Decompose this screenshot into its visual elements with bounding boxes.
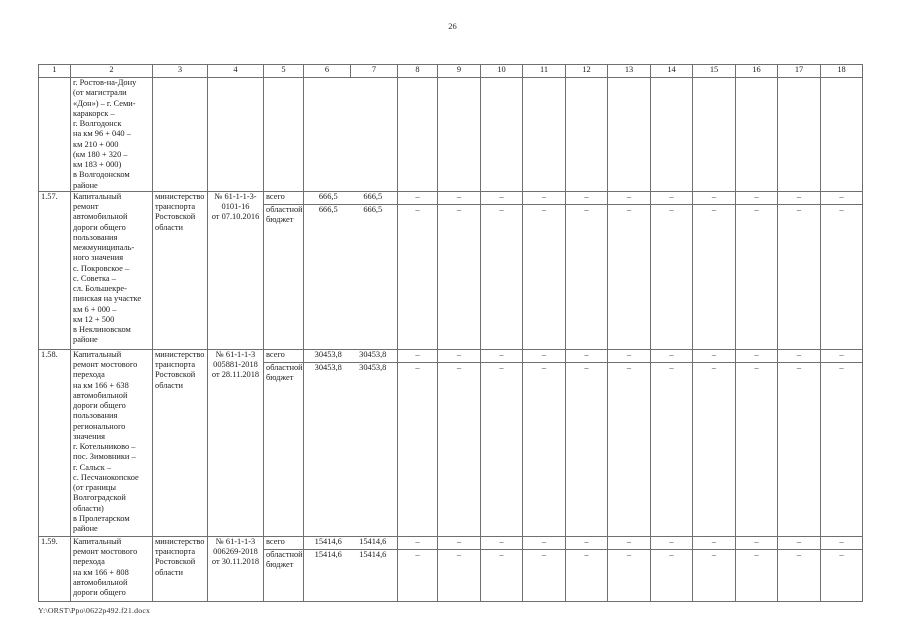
value-dash: – <box>651 536 693 549</box>
empty-cell <box>778 78 821 192</box>
value-pair-cell <box>304 191 398 204</box>
value-dash: – <box>693 191 736 204</box>
value-dash: – <box>693 536 736 549</box>
value-col7: 30453,8 <box>359 349 387 359</box>
value-dash: – <box>523 191 566 204</box>
column-header: 4 <box>208 65 264 78</box>
value-dash: – <box>821 191 863 204</box>
projects-table <box>38 64 863 602</box>
value-dash: – <box>523 536 566 549</box>
value-dash: – <box>566 191 608 204</box>
table-row <box>39 536 863 549</box>
budget-row-label: всего <box>264 536 304 549</box>
value-col6: 15414,6 <box>314 536 342 546</box>
value-pair-cell <box>304 204 398 349</box>
value-col7: 30453,8 <box>359 362 387 372</box>
footer-file-path: Y:\ORST\Ppo\0622p492.f21.docx <box>38 606 151 615</box>
budget-row-label: всего <box>264 191 304 204</box>
budget-row-label: областной бюджет <box>264 204 304 349</box>
item-number: 1.57. <box>39 191 71 349</box>
value-dash: – <box>481 549 523 601</box>
value-dash: – <box>523 349 566 362</box>
value-dash: – <box>481 349 523 362</box>
column-header: 11 <box>523 65 566 78</box>
column-header: 14 <box>651 65 693 78</box>
value-dash: – <box>778 362 821 536</box>
column-header: 8 <box>398 65 438 78</box>
column-header: 10 <box>481 65 523 78</box>
value-dash: – <box>736 191 778 204</box>
value-dash: – <box>608 191 651 204</box>
column-header: 18 <box>821 65 863 78</box>
column-header: 5 <box>264 65 304 78</box>
value-dash: – <box>821 349 863 362</box>
value-dash: – <box>481 362 523 536</box>
value-dash: – <box>438 362 481 536</box>
empty-cell <box>208 78 264 192</box>
budget-row-label: всего <box>264 349 304 362</box>
value-dash: – <box>523 549 566 601</box>
empty-cell <box>438 78 481 192</box>
value-pair-cell <box>304 549 398 601</box>
column-header: 12 <box>566 65 608 78</box>
item-number: 1.59. <box>39 536 71 601</box>
value-dash: – <box>438 536 481 549</box>
table-row <box>39 349 863 362</box>
value-dash: – <box>398 349 438 362</box>
value-dash: – <box>778 536 821 549</box>
project-description: г. Ростов-на-Дону (от магистрали «Дон») – г. Семи- каракорск – г. Волгодонск на км 96 + 040 – км 210 + 000 (км 180 + 320 – км 183 + 000) в Волгодонском районе <box>71 78 153 192</box>
empty-cell <box>651 78 693 192</box>
empty-cell <box>264 78 304 192</box>
empty-cell <box>153 78 208 192</box>
document-number-cell: № 61-1-1-3 006269-2018 от 30.11.2018 <box>208 536 264 601</box>
value-dash: – <box>778 349 821 362</box>
value-dash: – <box>651 191 693 204</box>
value-dash: – <box>693 362 736 536</box>
value-dash: – <box>566 349 608 362</box>
project-description: Капитальный ремонт мостового перехода на км 166 + 808 автомобильной дороги общего <box>71 536 153 601</box>
empty-cell <box>608 78 651 192</box>
value-dash: – <box>651 204 693 349</box>
value-col7: 15414,6 <box>359 536 387 546</box>
column-header: 3 <box>153 65 208 78</box>
empty-cell <box>736 78 778 192</box>
project-description: Капитальный ремонт автомобильной дороги общего пользования межмуниципаль- ного значения с. Покровское – с. Советка – сл. Большекре- пинская на участке км 6 + 000 – км 12 + 500 в Неклиновском районе <box>71 191 153 349</box>
value-col6: 666,5 <box>318 191 338 201</box>
value-pair-cell <box>304 349 398 362</box>
value-col6: 30453,8 <box>314 349 342 359</box>
value-dash: – <box>566 549 608 601</box>
value-dash: – <box>821 549 863 601</box>
value-col7: 15414,6 <box>359 549 387 559</box>
continuation-row <box>39 78 863 192</box>
value-dash: – <box>736 204 778 349</box>
table-row <box>39 191 863 204</box>
empty-cell <box>39 78 71 192</box>
document-number-cell: № 61-1-1-3 005881-2018 от 28.11.2018 <box>208 349 264 536</box>
value-dash: – <box>693 204 736 349</box>
value-dash: – <box>523 362 566 536</box>
value-dash: – <box>398 536 438 549</box>
value-col6: 30453,8 <box>314 362 342 372</box>
value-dash: – <box>438 204 481 349</box>
value-dash: – <box>481 204 523 349</box>
column-header: 7 <box>351 65 398 78</box>
value-dash: – <box>438 549 481 601</box>
value-dash: – <box>736 536 778 549</box>
value-dash: – <box>778 549 821 601</box>
budget-row-label: областной бюджет <box>264 549 304 601</box>
empty-cell <box>304 78 398 192</box>
page-number: 26 <box>448 21 457 31</box>
column-header: 9 <box>438 65 481 78</box>
column-header: 17 <box>778 65 821 78</box>
value-col7: 666,5 <box>363 204 383 214</box>
empty-cell <box>821 78 863 192</box>
value-col6: 666,5 <box>318 204 338 214</box>
value-pair-cell <box>304 362 398 536</box>
ministry-cell: министерство транспорта Ростовской области <box>153 191 208 349</box>
column-header: 6 <box>304 65 351 78</box>
value-col6: 15414,6 <box>314 549 342 559</box>
value-dash: – <box>608 536 651 549</box>
budget-row-label: областной бюджет <box>264 362 304 536</box>
value-dash: – <box>566 536 608 549</box>
value-dash: – <box>608 204 651 349</box>
value-dash: – <box>608 549 651 601</box>
value-dash: – <box>736 349 778 362</box>
value-dash: – <box>693 549 736 601</box>
table-header-row <box>39 65 863 78</box>
column-header: 16 <box>736 65 778 78</box>
empty-cell <box>398 78 438 192</box>
value-dash: – <box>398 362 438 536</box>
value-dash: – <box>438 191 481 204</box>
value-dash: – <box>481 536 523 549</box>
column-header: 13 <box>608 65 651 78</box>
value-dash: – <box>778 191 821 204</box>
value-dash: – <box>821 204 863 349</box>
empty-cell <box>523 78 566 192</box>
value-dash: – <box>651 349 693 362</box>
document-number-cell: № 61-1-1-3- 0101-16 от 07.10.2016 <box>208 191 264 349</box>
column-header: 15 <box>693 65 736 78</box>
value-dash: – <box>821 536 863 549</box>
value-dash: – <box>566 204 608 349</box>
column-header: 1 <box>39 65 71 78</box>
ministry-cell: министерство транспорта Ростовской области <box>153 536 208 601</box>
value-dash: – <box>608 349 651 362</box>
value-dash: – <box>608 362 651 536</box>
value-dash: – <box>693 349 736 362</box>
value-dash: – <box>398 191 438 204</box>
value-dash: – <box>778 204 821 349</box>
value-dash: – <box>398 549 438 601</box>
value-dash: – <box>651 362 693 536</box>
value-dash: – <box>651 549 693 601</box>
value-dash: – <box>736 549 778 601</box>
value-dash: – <box>523 204 566 349</box>
item-number: 1.58. <box>39 349 71 536</box>
value-dash: – <box>566 362 608 536</box>
value-dash: – <box>736 362 778 536</box>
value-col7: 666,5 <box>363 191 383 201</box>
empty-cell <box>693 78 736 192</box>
project-description: Капитальный ремонт мостового перехода на км 166 + 638 автомобильной дороги общего пользования регионального значения г. Котельниково – пос. Зимовники – г. Сальск – с. Песчанокопское (от границы Волгоградской области) в Пролетарском районе <box>71 349 153 536</box>
value-dash: – <box>481 191 523 204</box>
value-dash: – <box>821 362 863 536</box>
empty-cell <box>566 78 608 192</box>
value-pair-cell <box>304 536 398 549</box>
value-dash: – <box>438 349 481 362</box>
ministry-cell: министерство транспорта Ростовской области <box>153 349 208 536</box>
empty-cell <box>481 78 523 192</box>
value-dash: – <box>398 204 438 349</box>
column-header: 2 <box>71 65 153 78</box>
